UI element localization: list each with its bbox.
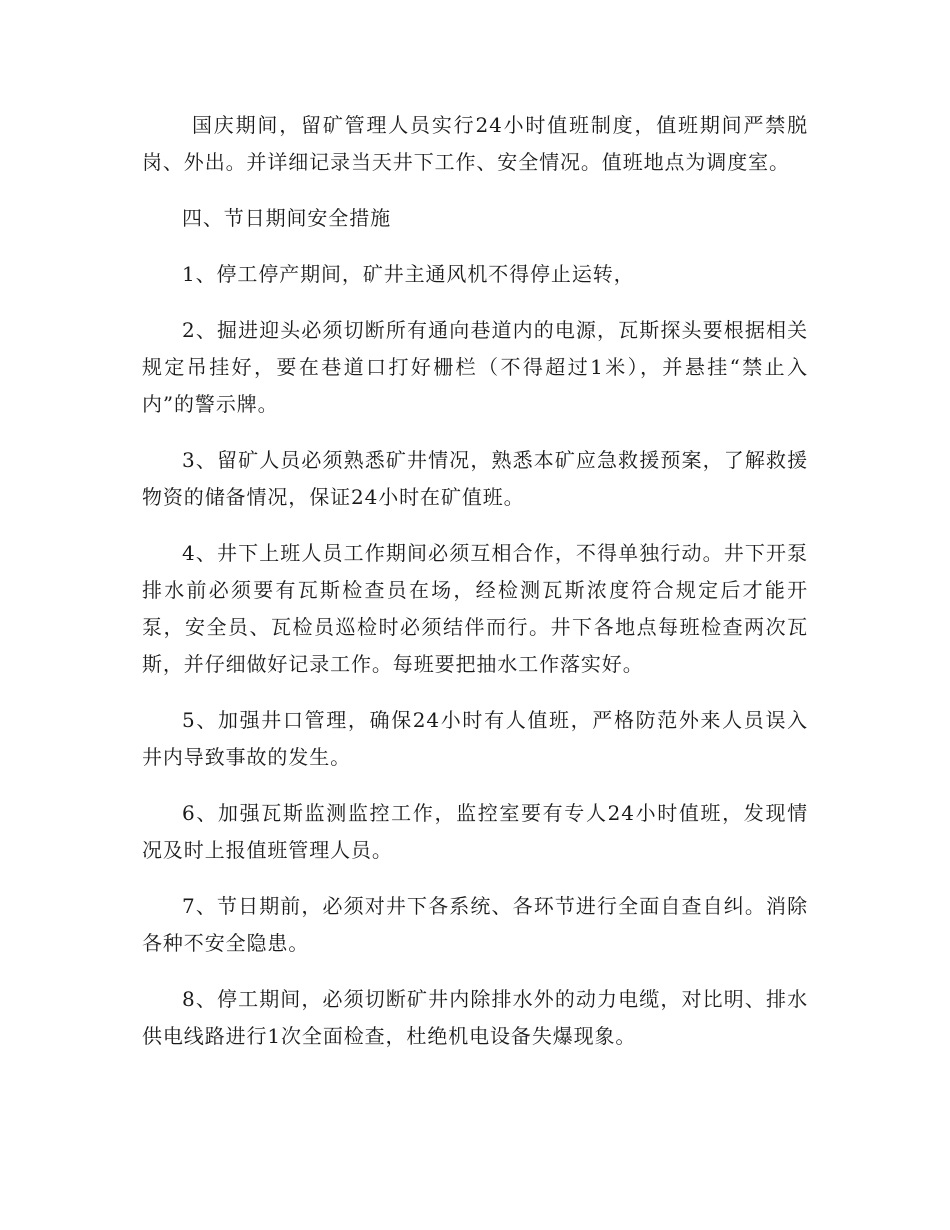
paragraph-item-8: 8、停工期间，必须切断矿井内除排水外的动力电缆，对比明、排水供电线路进行1次全面检查，杜绝机电设备失爆现象。 (142, 987, 808, 1048)
section-heading-safety-measures: 四、节日期间安全措施 (182, 206, 391, 230)
paragraph-item-6: 6、加强瓦斯监测监控工作，监控室要有专人24小时值班，发现情况及时上报值班管理人员。 (142, 801, 808, 862)
paragraph-item-7: 7、节日期前，必须对井下各系统、各环节进行全面自查自纠。消除各种不安全隐患。 (142, 894, 808, 955)
paragraph-duty-system: 国庆期间，留矿管理人员实行24小时值班制度，值班期间严禁脱岗、外出。并详细记录当天井下工作、安全情况。值班地点为调度室。 (142, 113, 808, 174)
paragraph-item-3: 3、留矿人员必须熟悉矿井情况，熟悉本矿应急救援预案，了解救援物资的储备情况，保证24小时在矿值班。 (142, 448, 808, 509)
paragraph-item-5: 5、加强井口管理，确保24小时有人值班，严格防范外来人员误入井内导致事故的发生。 (142, 708, 808, 769)
paragraph-item-4: 4、井下上班人员工作期间必须互相合作，不得单独行动。井下开泵排水前必须要有瓦斯检查员在场，经检测瓦斯浓度符合规定后才能开泵，安全员、瓦检员巡检时必须结伴而行。井下各地点每班检查两次瓦斯，并仔细做好记录工作。每班要把抽水工作落实好。 (142, 541, 808, 676)
paragraph-item-2: 2、掘进迎头必须切断所有通向巷道内的电源，瓦斯探头要根据相关规定吊挂好，要在巷道口打好栅栏（不得超过1米），并悬挂“禁止入内”的警示牌。 (142, 318, 808, 416)
document-body (142, 107, 808, 1055)
paragraph-item-1: 1、停工停产期间，矿井主通风机不得停止运转， (182, 262, 635, 286)
